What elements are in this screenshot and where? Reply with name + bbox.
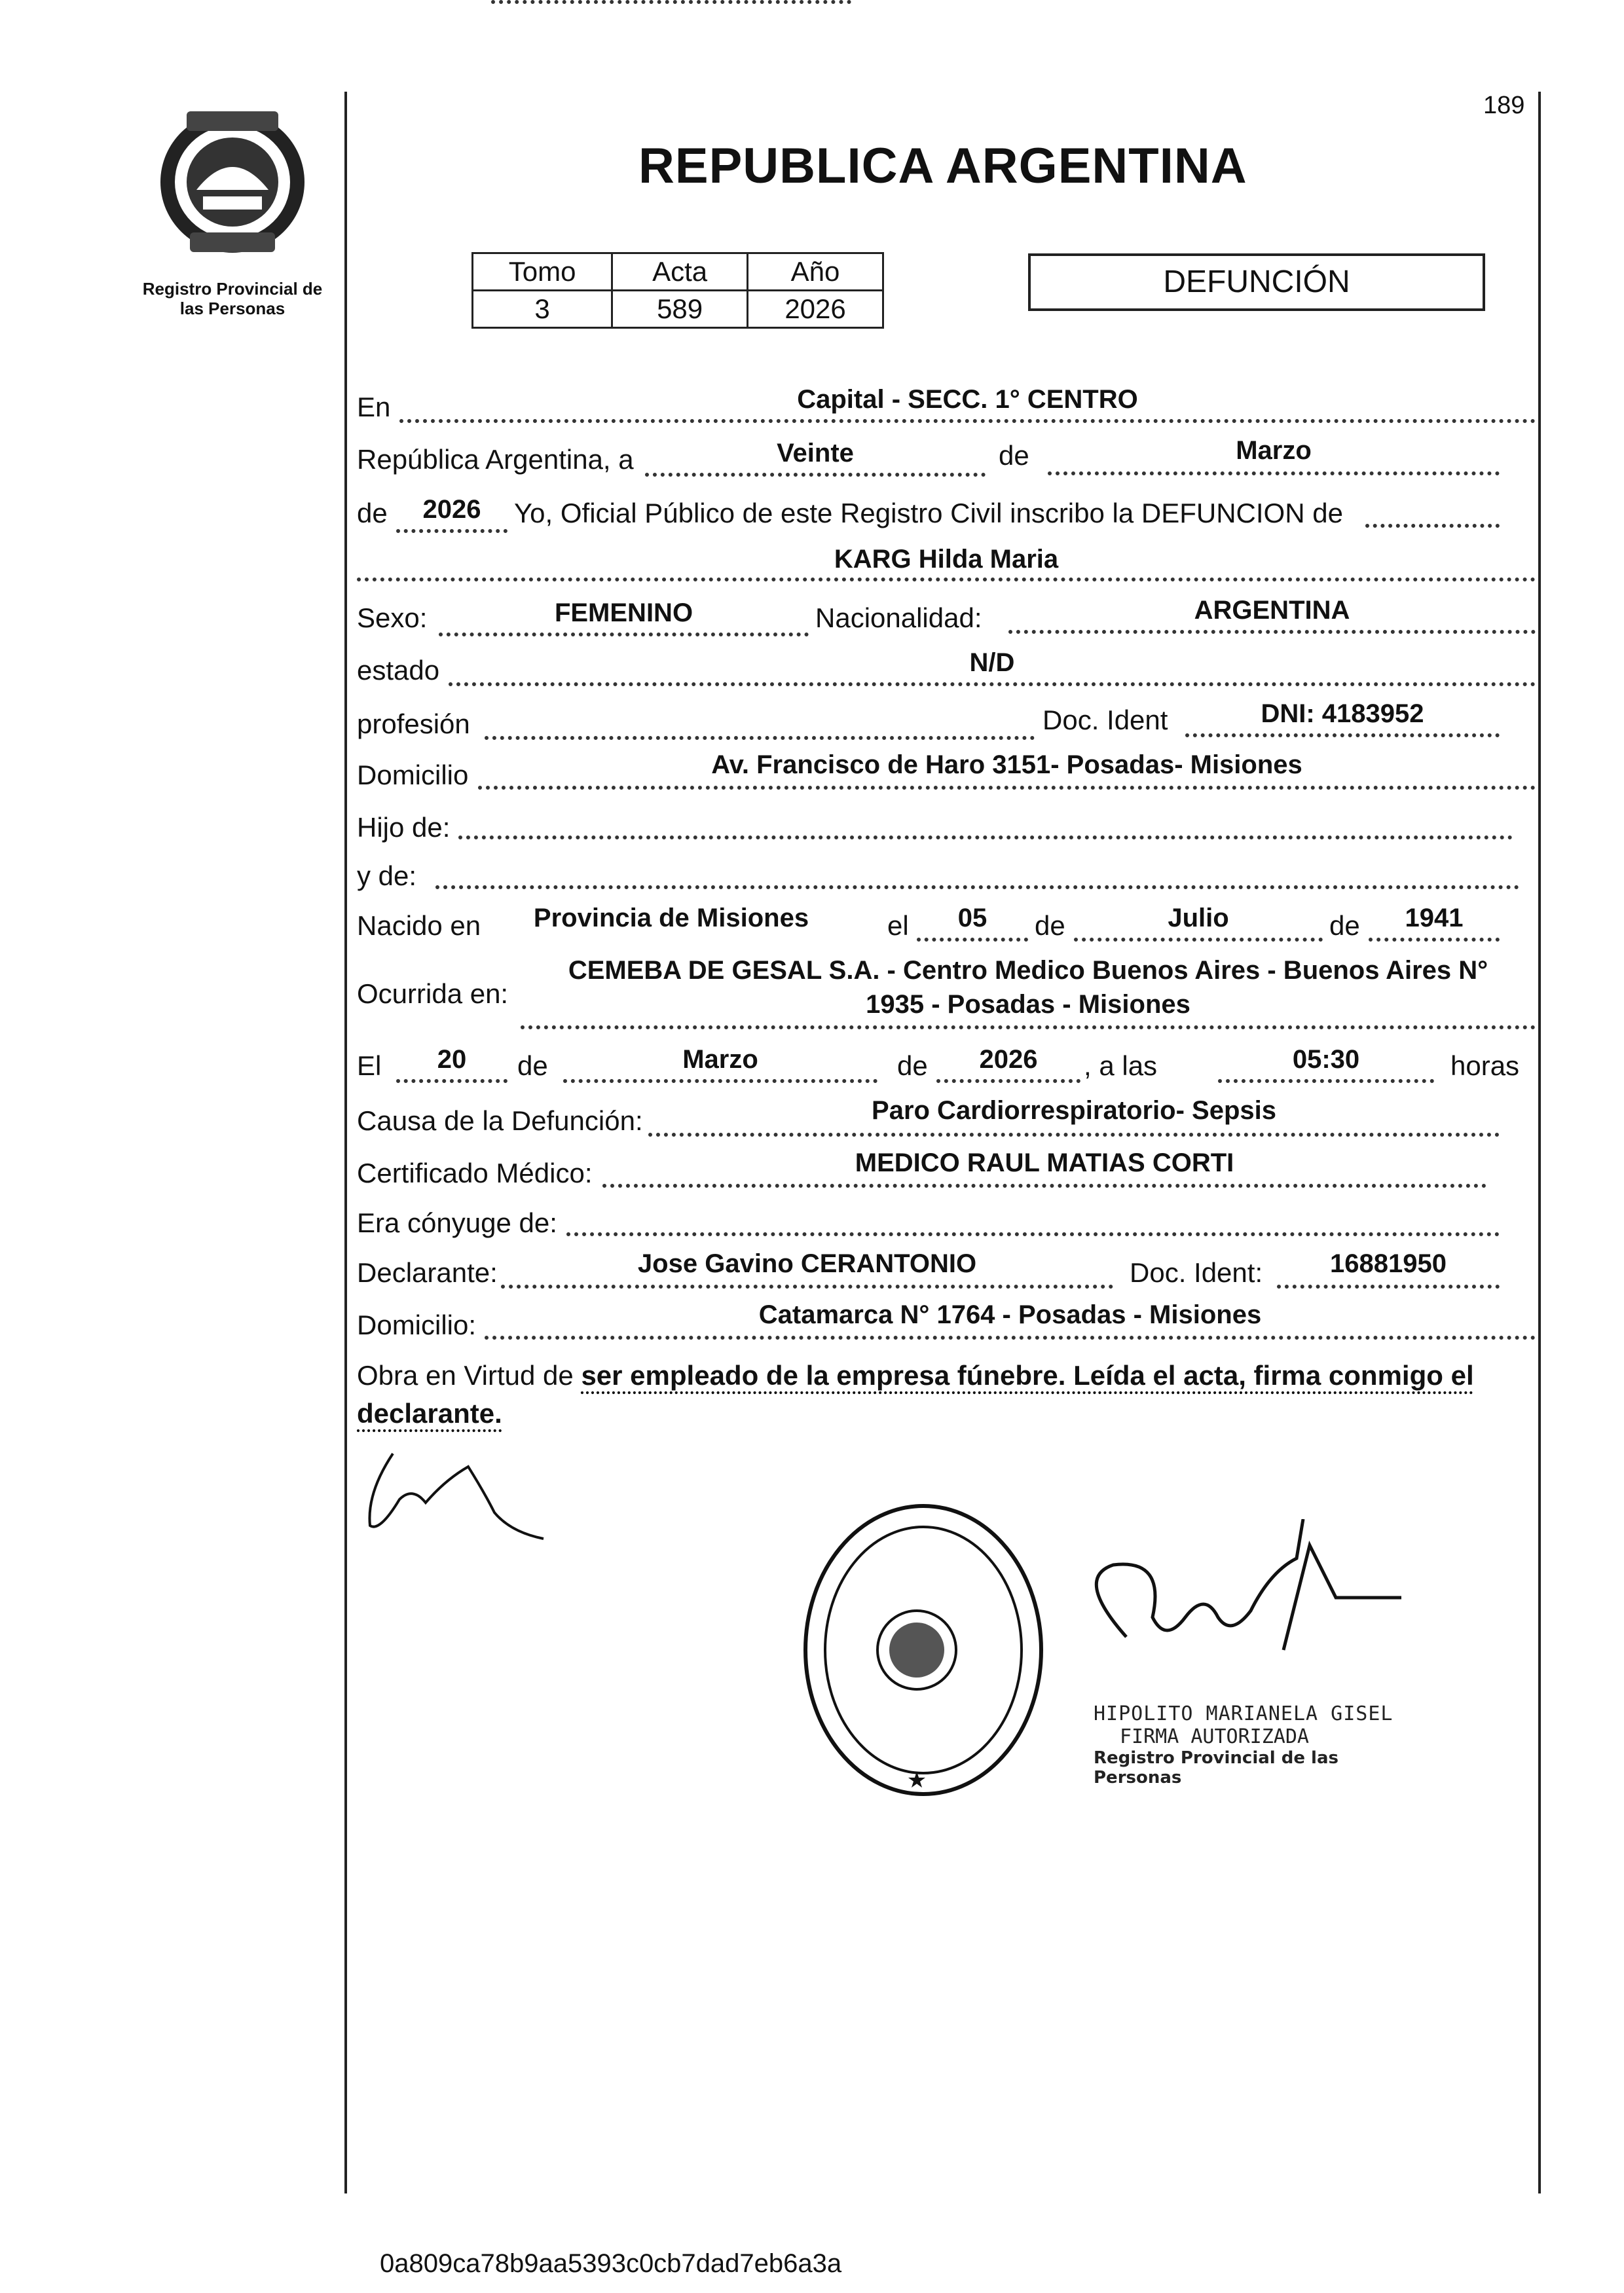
declarante-domicilio-value: Catamarca N° 1764 - Posadas - Misiones [758,1300,1262,1329]
page-title: REPUBLICA ARGENTINA [638,138,1247,194]
certificado-dotted-line [602,1184,1486,1188]
registry-label-line1: Registro Provincial de [142,279,323,299]
domicilio-dotted-line [478,786,1536,790]
tomo-acta-anio-table [471,252,884,329]
de-label-1: de [999,440,1029,471]
svg-text:★: ★ [906,1767,927,1793]
en-value: Capital - SECC. 1° CENTRO [797,385,1138,414]
republica-label: República Argentina, a [357,444,634,475]
de-label-4: de [1329,910,1360,941]
birth-month-value: Julio [1168,904,1229,932]
meta-value-anio: 2026 [748,291,883,328]
certificado-value: MEDICO RAUL MATIAS CORTI [855,1148,1234,1177]
sexo-dotted-line [439,633,809,636]
conyuge-dotted-line [566,1232,1500,1236]
obra-value-line1: ser empleado de la empresa fúnebre. Leída el acta, firma conmigo el [581,1360,1474,1391]
death-time-dotted-line [1218,1079,1434,1083]
estado-value: N/D [969,648,1015,677]
conyuge-label: Era cónyuge de: [357,1207,557,1238]
domicilio-value: Av. Francisco de Haro 3151- Posadas- Misiones [711,750,1302,779]
nacido-en-label: Nacido en [357,910,481,941]
provincial-coat-of-arms-logo [151,105,314,255]
horas-label: horas [1450,1050,1520,1081]
nacionalidad-value: ARGENTINA [1194,596,1350,625]
signature-org: Registro Provincial de las Personas [1094,1748,1338,1788]
registry-label-line2: las Personas [179,299,286,318]
el-cap-label: El [357,1050,382,1081]
nacido-en-dotted-line [491,0,851,4]
de-label-3: de [1035,910,1065,941]
birth-day-value: 05 [957,904,987,932]
yo-oficial-text: Yo, Oficial Público de este Registro Civil inscribo la DEFUNCION de [514,498,1343,528]
obra-value-line2: declarante. [357,1398,502,1429]
year-value: 2026 [422,495,481,524]
document-hash: 0a809ca78b9aa5393c0cb7dad7eb6a3a [380,2249,842,2278]
de-label-6: de [897,1050,928,1081]
name-dotted-line [357,578,1536,581]
birth-day-dotted-line [917,938,1028,942]
birthplace-value: Provincia de Misiones [533,904,809,932]
signature-name: HIPOLITO MARIANELA GISEL [1094,1702,1393,1725]
meta-header-row [473,253,883,291]
year-dotted-line [396,529,507,533]
month-dotted-line [1048,471,1500,475]
declarante-doc-value: 16881950 [1330,1249,1447,1278]
estado-label: estado [357,655,440,686]
en-label: En [357,392,391,422]
death-year-value: 2026 [979,1045,1038,1074]
death-place-line2: 1935 - Posadas - Misiones [866,990,1190,1019]
nacionalidad-dotted-line [1008,630,1536,634]
death-year-dotted-line [936,1079,1080,1083]
declarante-label: Declarante: [357,1257,498,1288]
death-day-value: 20 [437,1045,467,1074]
de-label-5: de [517,1050,548,1081]
meta-header-anio: Año [748,253,883,291]
el-label: el [887,910,909,941]
birth-year-dotted-line [1369,938,1500,942]
causa-value: Paro Cardiorrespiratorio- Sepsis [872,1096,1276,1125]
death-place-dotted-line [521,1025,1536,1029]
nacionalidad-label: Nacionalidad: [815,602,982,633]
declarante-domicilio-label: Domicilio: [357,1310,477,1340]
declarante-domicilio-dotted-line [485,1336,1536,1340]
left-margin-line [344,92,347,2193]
meta-value-tomo: 3 [473,291,612,328]
hijo-de-label: Hijo de: [357,812,451,843]
declarante-value: Jose Gavino CERANTONIO [637,1249,977,1278]
page-number: 189 [1483,92,1525,119]
estado-dotted-line [449,682,1536,686]
death-month-value: Marzo [682,1045,758,1074]
causa-label: Causa de la Defunción: [357,1105,643,1136]
obra-label: Obra en Virtud de [357,1360,574,1391]
death-day-dotted-line [396,1079,507,1083]
death-place-line1: CEMEBA DE GESAL S.A. - Centro Medico Buenos Aires - Buenos Aires N° [568,956,1488,985]
hijo-de-dotted-line [458,835,1513,839]
meta-value-row [473,291,883,328]
official-signature [1035,1519,1428,1702]
certificado-label: Certificado Médico: [357,1158,593,1188]
sexo-value: FEMENINO [554,598,693,627]
birth-year-value: 1941 [1405,904,1464,932]
domicilio-label: Domicilio [357,760,469,790]
yo-trailing-dotted-line [1365,524,1500,528]
death-time-value: 05:30 [1292,1045,1360,1074]
sexo-label: Sexo: [357,602,428,633]
declarante-doc-label: Doc. Ident: [1130,1257,1263,1288]
birth-month-dotted-line [1074,938,1323,942]
declarant-signature [354,1440,550,1545]
right-margin-line [1538,92,1541,2193]
declarante-dotted-line [501,1285,1113,1289]
causa-dotted-line [648,1133,1500,1137]
a-las-label: , a las [1084,1050,1158,1081]
signature-block [1094,1702,1421,1788]
y-de-label: y de: [357,860,417,891]
day-dotted-line [645,473,986,477]
meta-value-acta: 589 [612,291,748,328]
profesion-label: profesión [357,708,470,739]
death-month-dotted-line [563,1079,877,1083]
declarante-doc-dotted-line [1277,1285,1500,1289]
obra-en-virtud-paragraph [357,1357,1536,1433]
doc-ident-label: Doc. Ident [1043,705,1168,735]
profesion-dotted-line [485,736,1035,740]
day-value: Veinte [777,439,854,468]
y-de-dotted-line [435,885,1519,889]
record-type-box: DEFUNCIÓN [1028,253,1485,311]
doc-ident-dotted-line [1185,733,1500,737]
meta-header-acta: Acta [612,253,748,291]
official-registry-stamp [799,1499,1048,1801]
meta-header-tomo: Tomo [473,253,612,291]
ocurrida-en-label: Ocurrida en: [357,978,509,1009]
en-dotted-line [399,419,1536,423]
month-value: Marzo [1236,436,1312,465]
doc-ident-value: DNI: 4183952 [1261,699,1424,728]
deceased-name-value: KARG Hilda Maria [834,545,1059,574]
de-label-2: de [357,498,388,528]
registry-label [121,279,344,318]
signature-role: FIRMA AUTORIZADA [1120,1725,1309,1748]
